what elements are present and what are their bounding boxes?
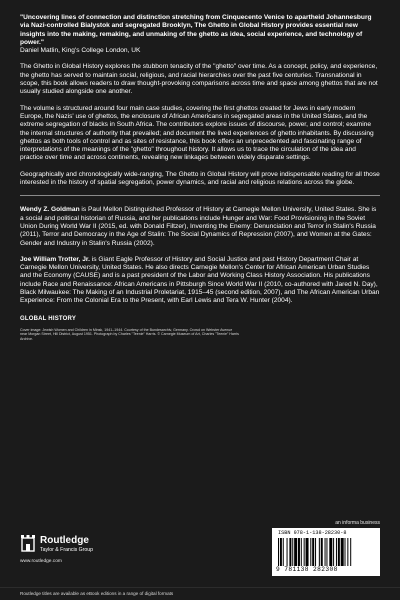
description-paragraph-3: Geographically and chronologically wide-ranging, The Ghetto in Global History will prove indispensable reading for all those interested in the history of spatial segregation, power dynamics, and racial and religious relations across the globe. (20, 170, 380, 187)
author-bio-text-1: is Paul Mellon Distinguished Professor of History at Carnegie Mellon University, United States. She is a social and political historian of Russia, and her publications include Hunger and War: Food Provisioning in the Soviet Union During World War II (2015, ed. with Donald Filtzer), Inventing the Enemy: Denunciation and Terror in Stalin's Russia (2011), Terror and Democracy in the Age of Stalin: The Social Dynamics of Repression (2007), and Women at the Gates: Gender and Industry in Stalin's Russia (2002). (20, 206, 377, 247)
description-paragraph-2: The volume is structured around four main case studies, covering the first ghettos created for Jews in early modern Europe, the Nazis' use of ghettos, the enclosure of African Americans in segregated areas in the United States, and the extreme segregation of blacks in South Africa. The contributors explore issues of discourse, power, and control; examine the internal structures of authority that prevailed; and document the lived experiences of ghetto inhabitants. By discussing ghettos as both tools of control and as sites of resistance, this book offers an unprecedented and fascinating range of interpretations of the meanings of the "ghetto" throughout history. It allows us to trace the circulation of the idea and practice over time and across continents, revealing new linkages between widely disparate settings. (20, 104, 374, 162)
isbn-label: ISBN 978-1-138-28230-8 (278, 530, 347, 536)
routledge-tower-icon (20, 534, 36, 552)
barcode-icon (278, 538, 374, 566)
publisher-url: www.routledge.com (20, 559, 62, 564)
endorsement-quote: "Uncovering lines of connection and distinction stretching from Cinquecento Venice to apartheid Johannesburg via Nazi-controlled Bialystok and segregated Brooklyn, The Ghetto in Global History provides essential new insights into the making, remaking, and unmaking of the ghetto as idea, social experience, and technology of power." (20, 14, 372, 46)
description-paragraph-1: The Ghetto in Global History explores the stubborn tenacity of the "ghetto" over time. As a concept, policy, and experience, the ghetto has served to maintain social, religious, and racial hierarchies over the past five centuries. Transnational in scope, this book allows readers to draw thought-provoking comparisons across time and space among ghettos that are not usually studied alongside one another. (20, 63, 378, 96)
cover-image-credit: Cover image: Jewish Women and Children in Minsk, 1941–1944. Courtesy of the Bundesarchiv, Germany. Crowd on Webster Avenue near Morgan Street, Hill District, August 1951. Photograph by Charles "Teenie" Harris. © Carnegie Museum of Art, Charles "Teenie" Harris Archive. (20, 327, 239, 341)
ebook-notice: Routledge titles are available as eBook editions in a range of digital formats (20, 591, 174, 596)
author-bio-text-2: is Giant Eagle Professor of History and Social Justice and past History Department Chair at Carnegie Mellon University, United States. He also directs Carnegie Mellon's Center for African American Urban Studies and the Economy (CAUSE) and is a past president of the Labor and Working Class History Association. His publications include Race and Renaissance: African Americans in Pittsburgh Since World War II (2010, co-authored with Jared N. Day), Black Milwaukee: The Making of an Industrial Proletariat, 1915–45 (second edition, 2007), and The African American Urban Experience: From the Colonial Era to the Present, with Earl Lewis and Tera W. Hunter (2004). (20, 255, 380, 305)
footer-strip (0, 587, 400, 600)
subject-category: GLOBAL HISTORY (20, 315, 77, 322)
author-name-1: Wendy Z. Goldman (20, 206, 80, 214)
publisher-row (20, 520, 380, 578)
informa-tagline: an informa business (335, 520, 380, 526)
endorsement-attribution: Daniel Matlin, King's College London, UK (20, 47, 141, 55)
routledge-logo (20, 532, 170, 566)
author-bio-2 (20, 256, 380, 306)
barcode-digits: 9 781138 282308 (276, 566, 338, 573)
author-name-2: Joe William Trotter, Jr. (20, 255, 90, 263)
publisher-group: Taylor & Francis Group (40, 547, 94, 553)
author-bio-1 (20, 206, 380, 247)
publisher-name: Routledge (40, 535, 89, 546)
section-divider (20, 195, 380, 196)
barcode-box (272, 528, 380, 576)
